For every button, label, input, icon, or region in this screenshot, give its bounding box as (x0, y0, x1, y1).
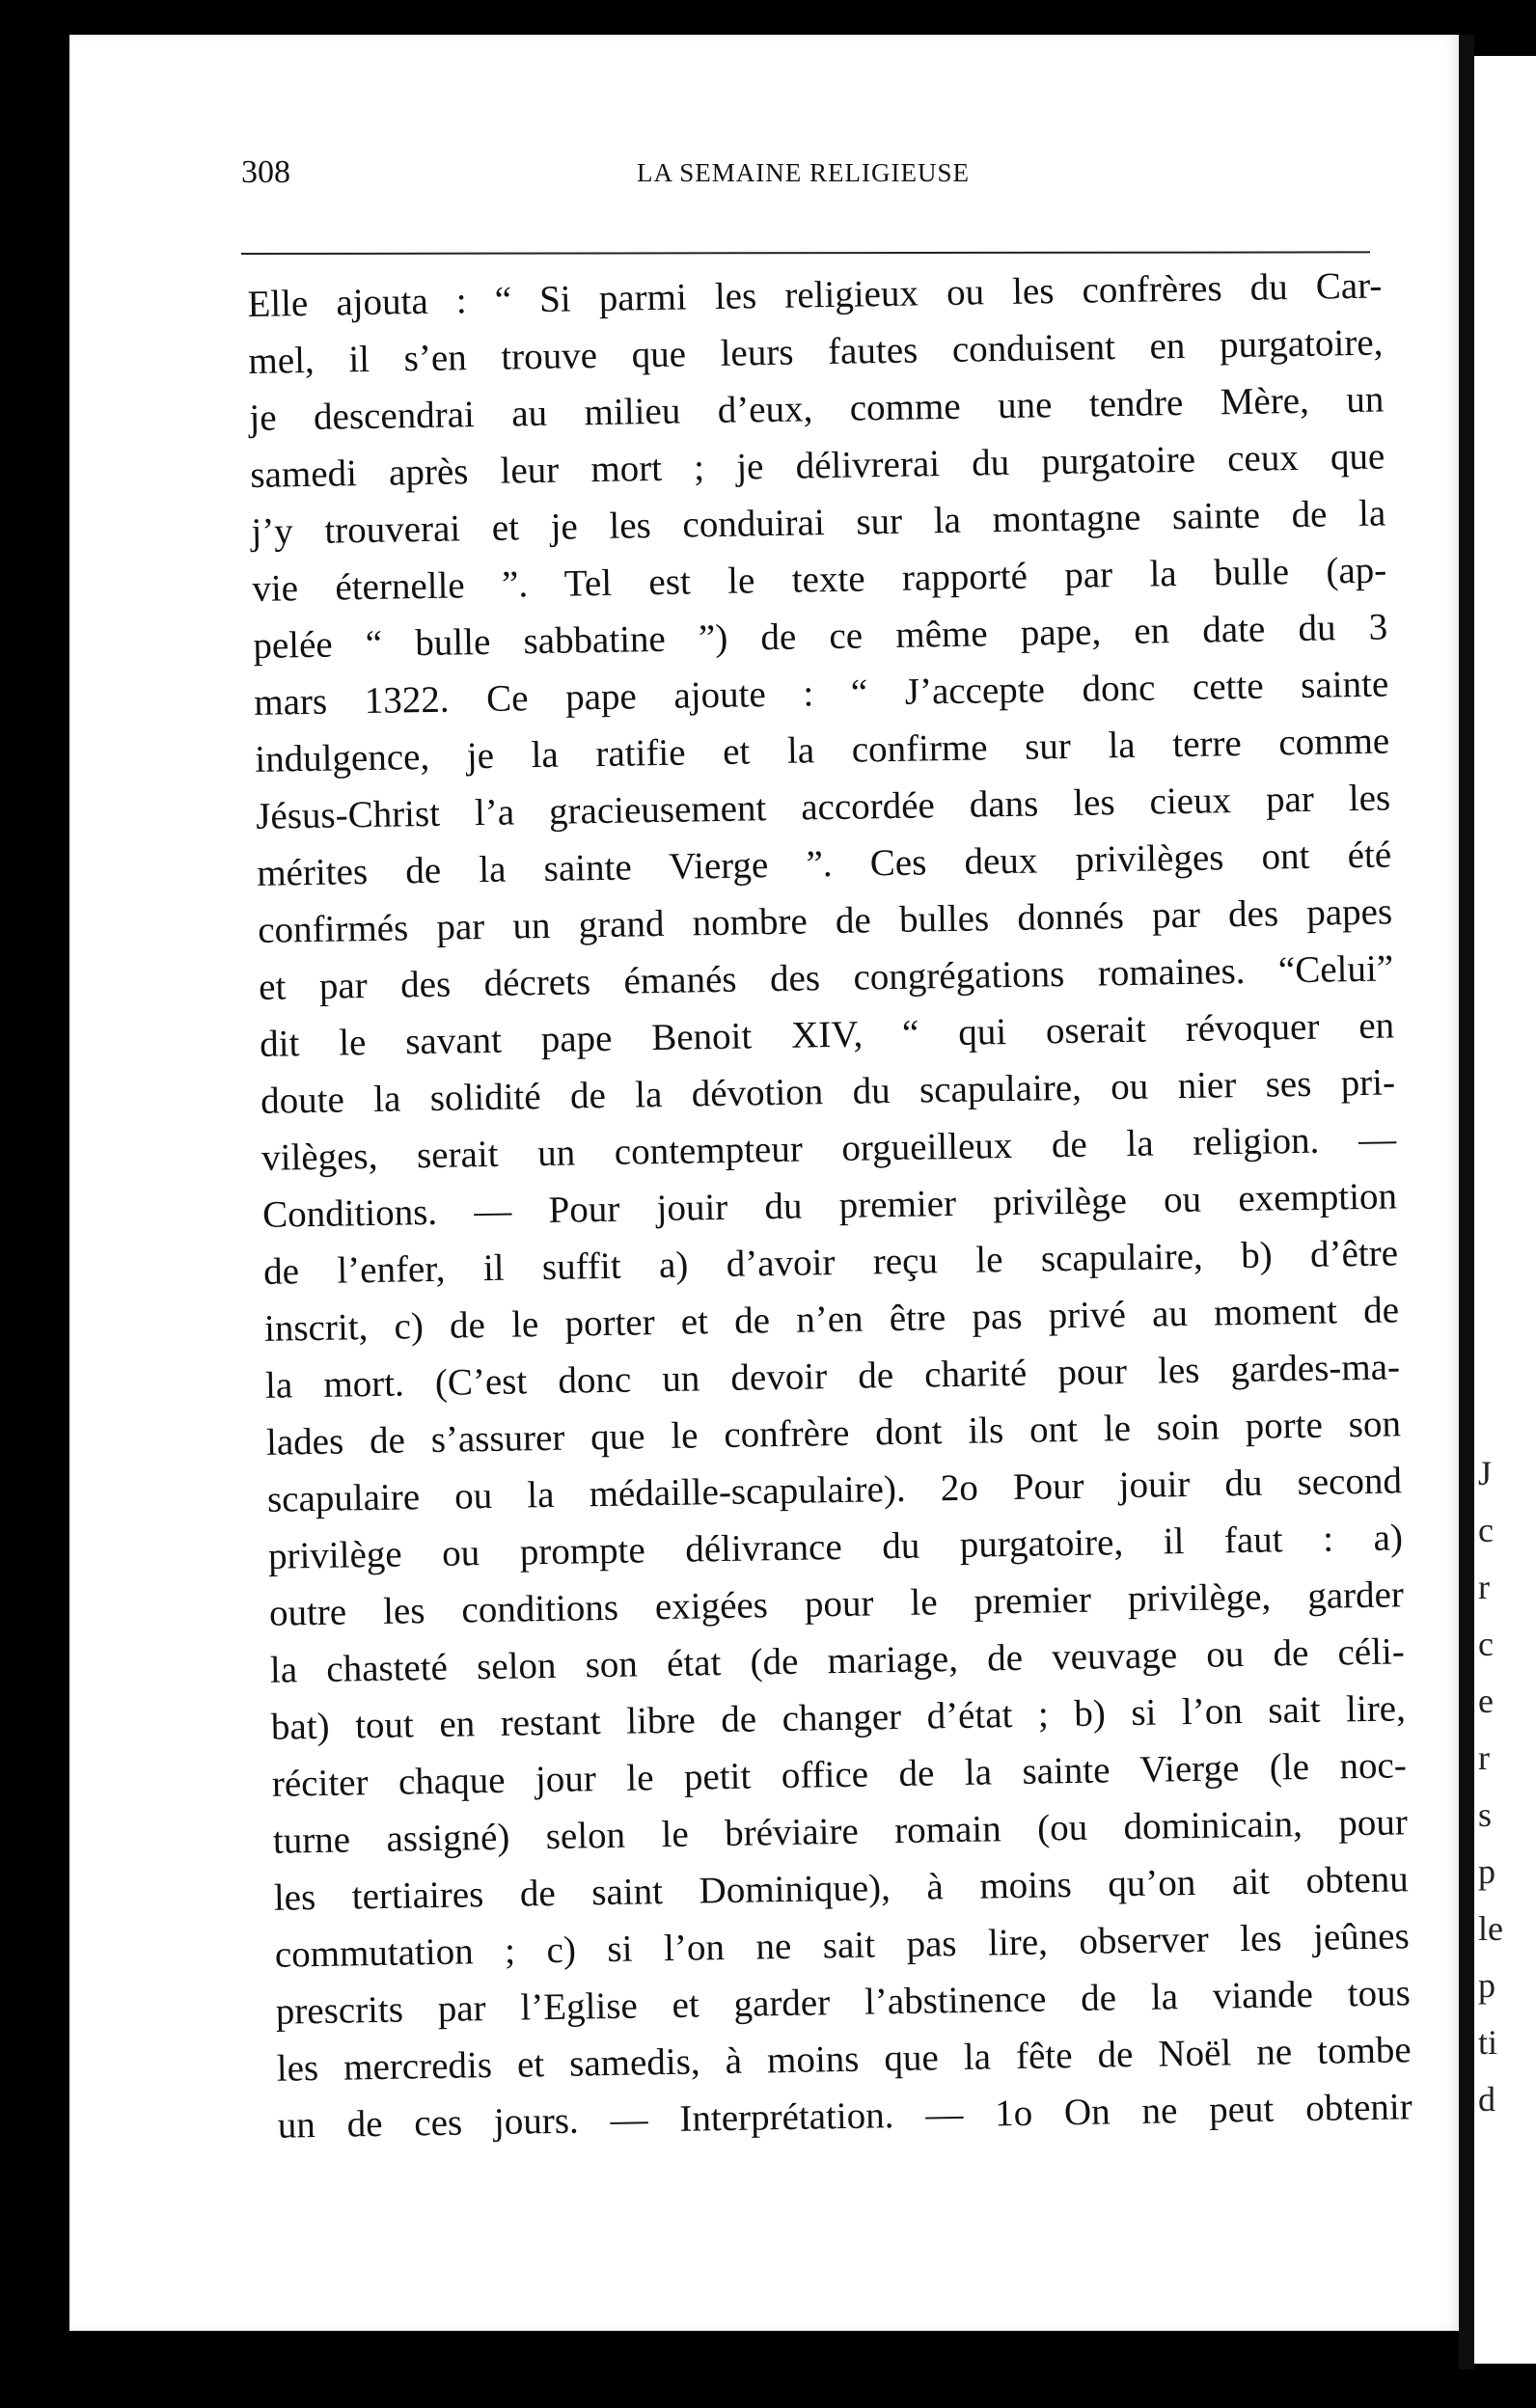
text-line: mel, il s’en trouve que leurs fautes conduisent en purgatoire, (248, 321, 1384, 382)
body-text (247, 258, 1413, 2154)
text-line: Jésus-Christ l’a gracieusement accordée dans les cieux par les (255, 777, 1391, 837)
text-line: réciter chaque jour le petit office de la sainte Vierge (le noc- (271, 1744, 1408, 1805)
text-line: bat) tout en restant libre de changer d’état ; b) si l’on sait lire, (270, 1687, 1407, 1748)
page-number: 308 (241, 154, 290, 190)
text-line: la chasteté selon son état (de mariage, de veuvage ou de céli- (269, 1630, 1406, 1691)
text-line: Conditions. — Pour jouir du premier privilège ou exemption (261, 1175, 1398, 1236)
facing-letter: c (1478, 1625, 1494, 1663)
facing-letter: d (1478, 2080, 1495, 2119)
text-line: pelée “ bulle sabbatine ”) de ce même pape, en date du 3 (253, 606, 1388, 667)
facing-letter: J (1478, 1454, 1493, 1492)
text-line: samedi après leur mort ; je délivrerai du purgatoire ceux que (250, 435, 1385, 496)
text-line: privilège ou prompte délivrance du purgatoire, il faut : a) (267, 1517, 1404, 1577)
book-gutter (1459, 35, 1474, 2369)
text-line: les tertiaires de saint Dominique), à moins qu’on ait obtenu (273, 1858, 1410, 1919)
text-line: turne assigné) selon le bréviaire romain (ou dominicain, pour (272, 1801, 1409, 1862)
facing-letter: ti (1478, 2023, 1498, 2062)
text-line: j’y trouverai et je les conduirai sur la montagne sainte de la (251, 492, 1386, 553)
text-line: je descendrai au milieu d’eux, comme une tendre Mère, un (249, 378, 1385, 439)
page-header (241, 154, 1370, 212)
text-line: inscrit, c) de le porter et de n’en être pas privé au moment de (263, 1289, 1400, 1350)
facing-letter: p (1478, 1852, 1495, 1891)
text-line: prescrits par l’Eglise et garder l’abstinence de la viande tous (275, 1972, 1412, 2033)
text-line: un de ces jours. — Interprétation. — 1o On ne peut obtenir (277, 2086, 1413, 2147)
text-line: mars 1322. Ce pape ajoute : “ J’accepte donc cette sainte (253, 663, 1389, 724)
text-line: Elle ajouta : “ Si parmi les religieux ou les confrères du Car- (247, 264, 1383, 325)
text-line: et par des décrets émanés des congrégations romaines. “Celui” (258, 947, 1394, 1008)
text-line: confirmés par un grand nombre de bulles donnés par des papes (257, 890, 1393, 951)
facing-letter: le (1478, 1909, 1503, 1948)
text-line: scapulaire ou la médaille-scapulaire). 2o Pour jouir du second (266, 1460, 1403, 1520)
facing-page-letters (1478, 1445, 1532, 2128)
text-line: vilèges, serait un contempteur orgueilleux de la religion. — (261, 1118, 1397, 1179)
text-line: outre les conditions exigées pour le premier privilège, garder (268, 1573, 1405, 1634)
text-line: commutation ; c) si l’on ne sait pas lire, observer les jeûnes (274, 1915, 1411, 1976)
text-line: indulgence, je la ratifie et la confirme sur la terre comme (254, 720, 1390, 780)
facing-letter: r (1478, 1738, 1490, 1777)
facing-letter: r (1478, 1568, 1490, 1606)
facing-page-edge (1474, 56, 1536, 2364)
facing-letter: s (1478, 1795, 1493, 1834)
text-line: doute la solidité de la dévotion du scapulaire, ou nier ses pri- (260, 1061, 1396, 1122)
facing-letter: e (1478, 1682, 1494, 1720)
text-line: de l’enfer, il suffit a) d’avoir reçu le scapulaire, b) d’être (262, 1232, 1399, 1293)
text-line: vie éternelle ”. Tel est le texte rapporté par la bulle (ap- (252, 549, 1387, 610)
text-line: dit le savant pape Benoit XIV, “ qui oserait révoquer en (259, 1004, 1395, 1065)
text-line: la mort. (C’est donc un devoir de charité pour les gardes-ma- (264, 1346, 1401, 1407)
text-line: lades de s’assurer que le confrère dont ils ont le soin porte son (265, 1403, 1402, 1464)
running-head: LA SEMAINE RELIGIEUSE (637, 158, 970, 187)
facing-letter: c (1478, 1511, 1494, 1549)
text-line: les mercredis et samedis, à moins que la fête de Noël ne tombe (276, 2029, 1413, 2090)
text-line: mérites de la sainte Vierge ”. Ces deux privilèges ont été (256, 834, 1392, 894)
facing-letter: p (1478, 1966, 1495, 2005)
